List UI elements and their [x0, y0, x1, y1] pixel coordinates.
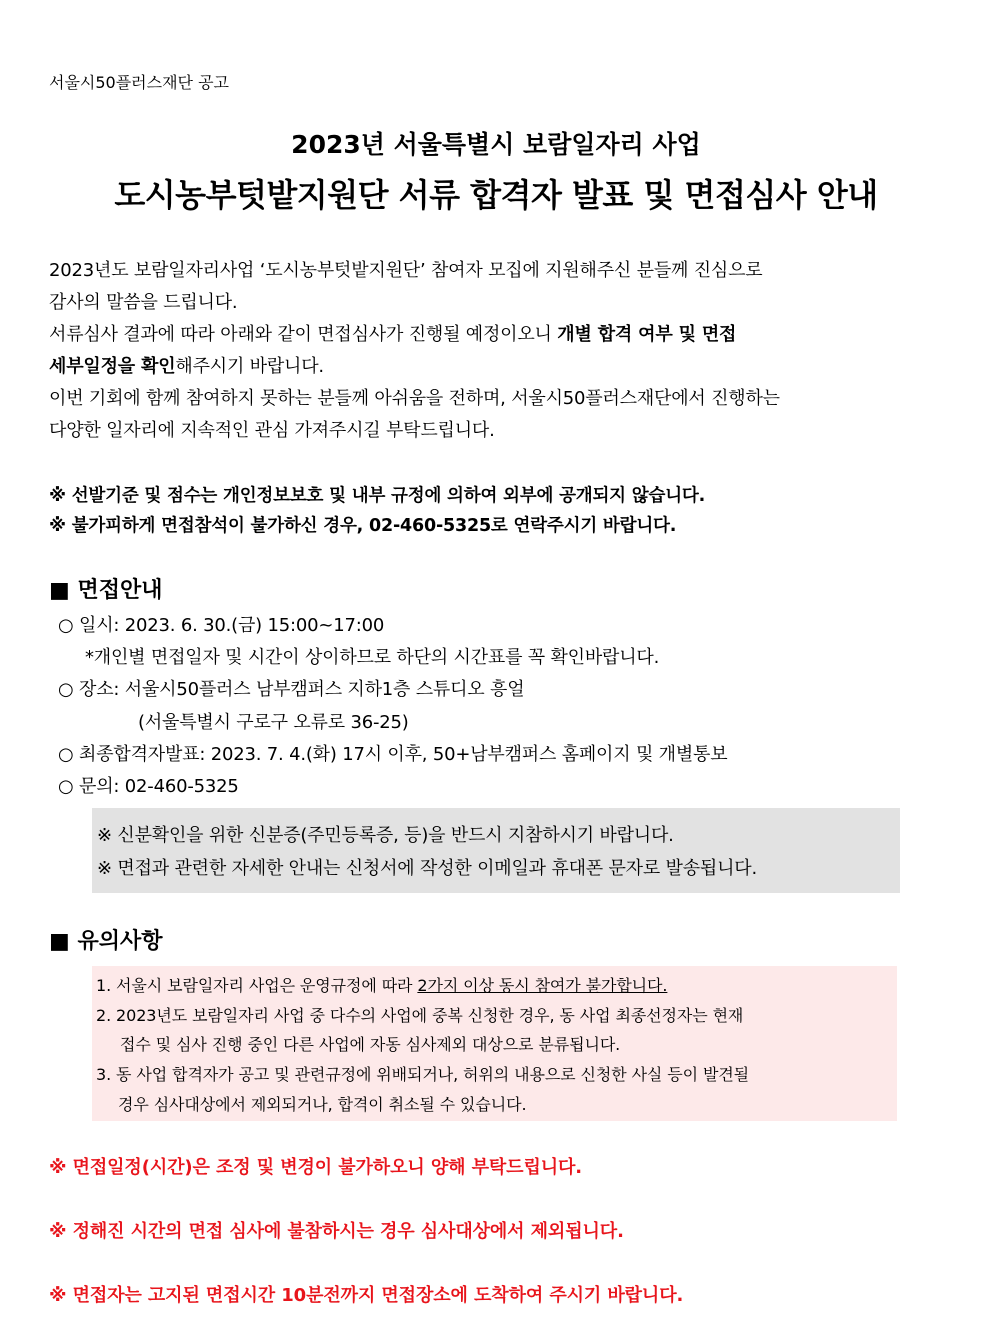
caution-item-1-text: 1. 서울시 보람일자리 사업은 운영규정에 따라 [96, 976, 418, 995]
section-heading-cautions: ■ 유의사항 [49, 929, 163, 954]
page-title-line2: 도시농부텃밭지원단 서류 합격자 발표 및 면접심사 안내 [114, 176, 878, 214]
interview-announce: ○ 최종합격자발표: 2023. 7. 4.(화) 17시 이후, 50+남부캠퍼스 홈페이지 및 개별통보 [58, 744, 728, 765]
intro-line-3 [49, 320, 736, 346]
warning-absence: ※ 정해진 시간의 면접 심사에 불참하시는 경우 심사대상에서 제외됩니다. [49, 1221, 624, 1242]
org-notice: 서울시50플러스재단 공고 [49, 73, 230, 92]
intro-line-4-text: 해주시기 바랍니다. [175, 356, 324, 377]
intro-line-3-text: 서류심사 결과에 따라 아래와 같이 면접심사가 진행될 예정이오니 [49, 324, 558, 345]
id-notice-line-1: ※ 신분확인을 위한 신분증(주민등록증, 등)을 반드시 지참하시기 바랍니다. [97, 825, 674, 846]
intro-line-5: 이번 기회에 함께 참여하지 못하는 분들께 아쉬움을 전하며, 서울시50플러스재단에서 진행하는 [49, 388, 780, 409]
interview-place: ○ 장소: 서울시50플러스 남부캠퍼스 지하1층 스튜디오 흥얼 [58, 679, 525, 700]
caution-item-3a: 3. 동 사업 합격자가 공고 및 관련규정에 위배되거나, 허위의 내용으로 신청한 사실 등이 발견될 [96, 1065, 750, 1084]
caution-item-1-underlined: 2가지 이상 동시 참여가 불가합니다. [417, 976, 668, 995]
interview-address: (서울특별시 구로구 오류로 36-25) [138, 712, 409, 733]
interview-date-note: *개인별 면접일자 및 시간이 상이하므로 하단의 시간표를 꼭 확인바랍니다. [85, 647, 660, 668]
intro-line-1: 2023년도 보람일자리사업 ‘도시농부텃밭지원단’ 참여자 모집에 지원해주신 분들께 진심으로 [49, 260, 763, 281]
warning-schedule: ※ 면접일정(시간)은 조정 및 변경이 불가하오니 양해 부탁드립니다. [49, 1157, 583, 1178]
intro-line-2: 감사의 말씀을 드립니다. [49, 292, 238, 313]
intro-line-3-bold: 개별 합격 여부 및 면접 [557, 324, 737, 345]
section-heading-interview: ■ 면접안내 [49, 578, 163, 603]
page-title-line1: 2023년 서울특별시 보람일자리 사업 [291, 130, 701, 159]
intro-line-6: 다양한 일자리에 지속적인 관심 가져주시길 부탁드립니다. [49, 420, 495, 441]
caution-item-2a: 2. 2023년도 보람일자리 사업 중 다수의 사업에 중복 신청한 경우, 동 사업 최종선정자는 현재 [96, 1006, 744, 1025]
caution-item-2b: 접수 및 심사 진행 중인 다른 사업에 자동 심사제외 대상으로 분류됩니다. [120, 1035, 621, 1054]
warning-arrival: ※ 면접자는 고지된 면접시간 10분전까지 면접장소에 도착하여 주시기 바랍니다. [49, 1285, 684, 1306]
intro-line-4 [49, 352, 324, 378]
caution-item-1 [96, 973, 667, 996]
caution-item-3b: 경우 심사대상에서 제외되거나, 합격이 취소될 수 있습니다. [118, 1095, 527, 1114]
interview-contact: ○ 문의: 02-460-5325 [58, 776, 239, 797]
intro-line-4-bold: 세부일정을 확인 [49, 356, 176, 377]
id-notice-line-2: ※ 면접과 관련한 자세한 안내는 신청서에 작성한 이메일과 휴대폰 문자로 발송됩니다. [97, 858, 758, 879]
note-privacy: ※ 선발기준 및 점수는 개인정보보호 및 내부 규정에 의하여 외부에 공개되지 않습니다. [49, 486, 706, 506]
note-contact: ※ 불가피하게 면접참석이 불가하신 경우, 02-460-5325로 연락주시기 바랍니다. [49, 516, 677, 536]
interview-date: ○ 일시: 2023. 6. 30.(금) 15:00~17:00 [58, 615, 385, 636]
